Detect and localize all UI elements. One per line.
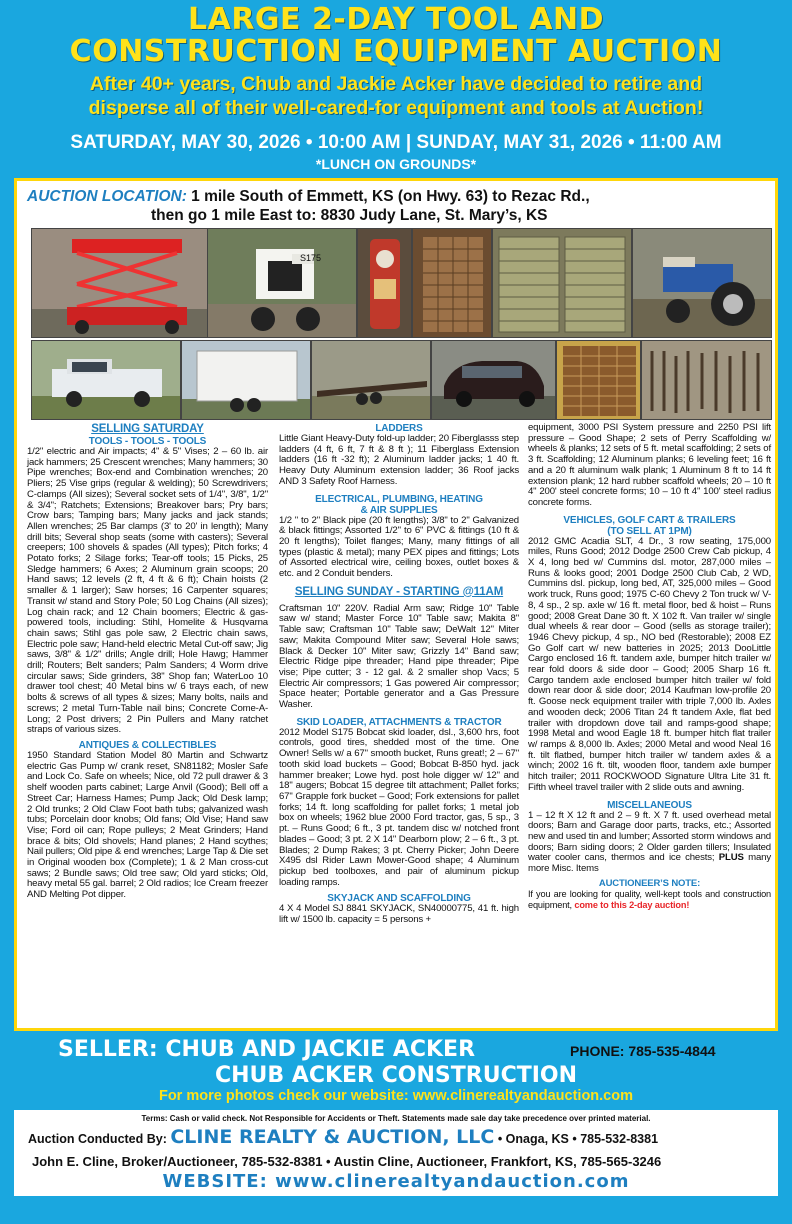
title-line-2: CONSTRUCTION EQUIPMENT AUCTION bbox=[69, 34, 723, 69]
auction-location bbox=[27, 187, 767, 225]
subtitle-line-2: disperse all of their well-cared-for equipment and tools at Auction! bbox=[88, 97, 704, 119]
sunday-list: Craftsman 10" 220V. Radial Arm saw; Ridge 10" Table saw w/ stand; Master Force 10" Table saw; Makita 8" Table saw; Craftsman 10" Table saw; DeWalt 12" Miter saw; Makita Compound Miter saw; Several Hole saws; Black & Decker 10" Miter saw; Grizzly 14" Band saw; Electric Ridge pipe threader; Hand pipe threader; Pipe vise; Pipe cutter; 3 - 12 gal. & 2 smaller shop Vacs; 5 Electric Air compressors; 1 Gas powered Air compressor; Space heater; Portable generator and a Gas Pressure Washer. bbox=[279, 602, 519, 711]
note-highlight: come to this 2-day auction! bbox=[574, 899, 690, 910]
pickup-image bbox=[32, 341, 181, 420]
scissor-lift-image bbox=[32, 229, 217, 338]
location-line-2: then go 1 mile East to: 8830 Judy Lane, St. Mary’s, KS bbox=[151, 207, 548, 224]
skid-loader-image bbox=[208, 229, 357, 338]
ladders-list: Little Giant Heavy-Duty fold-up ladder; 20 Fiberglasss step ladders (4 ft, 6 ft, 7 ft & 8 ft ); 11 Fiberglass Extension ladders (16 ft -32 ft); 2 Aluminum ladder jacks; 1 40 ft. Heavy Duty Aluminum extension ladder; 36 Roof jacks AND 3 Safety Roof Harness. bbox=[279, 433, 519, 487]
heading-auctioneer-note: AUCTIONEER’S NOTE: bbox=[598, 877, 701, 889]
heading-skyjack: SKYJACK AND SCAFFOLDING bbox=[327, 893, 471, 905]
listing-panel bbox=[14, 178, 778, 1031]
antiques-list: 1950 Standard Station Model 80 Martin and Schwartz electric Gas Pump w/ crank reset, SN81182; Mosler Safe and Lock Co. Safe on wheels; Nice, old 72 pull drawer & 3 shelf wooden parts cabinet; Large Anvil (Good); Bell off a Street Car; Harness Hames; Pump Jack; Old Desk lamp; 2 Old trunks; 2 Old Claw Foot bath tubs; galvanized wash tubs; Porcelain door knobs; Old fans; Old Vise; Hand saw Vise; Ford oil can; Rope pulleys; 2 Meat Grinders; Hand brace & bits; Old shovels; Hand planes; 2 Hand scythes; Nail pullers; Old pipe & end wrenches; Large Tap & Die set in Original wooden box (Complete); 1 & 2 Man cross-cut saws; 2 Bundle saws; Old tree saw; Old yard sticks; Old, heavy metal 55 gal. barrel; 2 Old radios; Ice Cream freezer AND Melting Pot dipper. bbox=[27, 749, 268, 901]
website-link[interactable]: WEBSITE: www.clinerealtyandauction.com bbox=[162, 1171, 630, 1192]
photo-gmc-acadia bbox=[431, 340, 556, 420]
heading-ladders: LADDERS bbox=[375, 423, 423, 434]
electrical-list: 1/2 " to 2" Black pipe (20 ft lengths); 3/8" to 2" Galvanized & black fittings; Assorted 1/2" to 6" PVC & fittings (10 ft & 20 ft lengths); Toilet flanges; Many, many fittings of all types (plastic & metal); many PEX pipes and fittings; Lots of Assorted electrical wire, ceiling boxes, outlet boxes & etc. and 2 Conduit benders. bbox=[279, 514, 519, 580]
header bbox=[0, 0, 792, 178]
heading-vehicles-2: (TO SELL AT 1PM) bbox=[607, 525, 692, 537]
photo-scissor-lift bbox=[31, 228, 217, 338]
photo-dodge-pickup bbox=[31, 340, 181, 420]
photo-hand-tools bbox=[641, 340, 772, 420]
heading-electrical-1: ELECTRICAL, PLUMBING, HEATING bbox=[315, 493, 483, 505]
photo-drawer-cabinet bbox=[556, 340, 641, 420]
location-label: AUCTION LOCATION: bbox=[27, 188, 187, 205]
note-text: If you are looking for quality, well-kept tools and construction equipment, bbox=[528, 889, 771, 910]
photo-blue-ford-tractor bbox=[632, 228, 772, 338]
misc-plus: PLUS bbox=[718, 852, 744, 864]
brokers: John E. Cline, Broker/Auctioneer, 785-532-8381 • Austin Cline, Auctioneer, Frankfort, KS, 785-565-3246 bbox=[32, 1154, 662, 1169]
seller-company: CHUB ACKER CONSTRUCTION bbox=[214, 1063, 578, 1088]
heading-skid-loader: SKID LOADER, ATTACHMENTS & TRACTOR bbox=[296, 716, 502, 728]
gas-pump-image bbox=[358, 229, 412, 338]
skyjack-list: 4 X 4 Model SJ 8841 SKYJACK, SN40000775, 41 ft. high lift w/ 1500 lb. capacity = 5 persons + bbox=[279, 903, 519, 926]
bolt-bins-image bbox=[493, 229, 632, 338]
conducted-label: Auction Conducted By: bbox=[28, 1132, 171, 1146]
suv-image bbox=[432, 341, 556, 420]
heading-selling-saturday: SELLING SATURDAY bbox=[91, 423, 204, 435]
vehicles-list: 2012 GMC Acadia SLT, 4 Dr., 3 row seating, 175,000 miles, Runs Good; 2012 Dodge 2500 Crew Cab pickup, 4 X 4, long bed w/ Cummins dsl. motor, 287,000 miles – Runs & looks good; 2001 Dodge 2500 Club Cab, 2 WD, Cummins dsl. pickup, long bed, AT, 325,000 miles – Good work truck, Runs good; 1975 C-60 Chevy 2 Ton truck w/ V-8, 4 sp., 2 sp. axle w/ 16 ft. metal floor, bed & hoist – Runs good; 2008 Great Dane 30 ft. X 102 ft. Van trailer w/ single dual wheels & rear door – Good (sells as storage trailer); 1946 Chevy pickup, 4 sp., NO bed (Restorable); 2008 EZ Go Golf cart w/ new batteries in 2025; 2013 DooLittle Cargo enclosed 16 ft. tandem axle, bumper hitch trailer w/ rear fold doors & side door – Good; 2005 Sharp 16 ft. Cargo tandem axle enclosed bumper hitch trailer w/ fold down rear door & side door; 2014 Kaufman low-profile 20 ft. Goose neck equipment trailer with triple 7,000 lb. Axles and wooden deck; 2006 Titan 24 ft tandem Axle, flat bed trailer with dropdown dove tail and ramps-good shape; 1998 Metal and wood Eagle 18 ft. bumper hitch flat trailer w/ ramps & 8,000 lb. Axles; 2000 Metal and wood Neal 16 ft. tilt flatbed, bumper hitch trailer w/ tandem axles & a winch; 2002 16 ft. tilt, wooden floor, tandem axle bumper hitch trailer; 2011 ROCKWOOD Signature Ultra Lite 31 ft. Fifth wheel travel trailer with 2 slide outs and awning. bbox=[528, 535, 771, 793]
auctioneer-note bbox=[528, 889, 771, 910]
skid-loader-list: 2012 Model S175 Bobcat skid loader, dsl., 3,600 hrs, foot controls, good tires, shedded most of the time. One Owner! Sells w/ a 67" smooth bucket, Runs great!; 2 – 67" tooth skid load buckets – Good; Bobcat B-850 hyd. jack hammer breaker; Lowe hyd. post hole digger w/ 12" and 18" augers; Bobcat 15 degree tilt attachment; Pallet forks; 67" Grapple fork bucket – Good; Fork extensions for pallet forks; 14 ft. long scaffolding for pallet forks; 1 metal job box on wheels; 1962 blue 2000 Ford tractor, gas, 5 sp., 3 pt. – Runs Good; 6 ft., 3 pt. tandem disc w/ notched front blades – Good; 3 pt. 2 X 14" Dearborn plow; 2 – 6 ft., 3 pt. Blades; 2 Dump Rakes; 3 pt. Cherry Picker; John Deere X495 dsl Rider Lawn Mower-Good shape; 4 Aluminum pickup bed toolboxes, and pair of aluminum pickup loading ramps. bbox=[279, 726, 519, 888]
company-brand: CLINE REALTY & AUCTION, LLC bbox=[170, 1126, 495, 1148]
photo-flatbed-trailer bbox=[311, 340, 431, 420]
heading-vehicles-1: VEHICLES, GOLF CART & TRAILERS bbox=[563, 514, 736, 526]
subtitle-line-1: After 40+ years, Chub and Jackie Acker have decided to retire and bbox=[89, 73, 703, 95]
photo-cargo-trailer bbox=[181, 340, 311, 420]
company-contact: • Onaga, KS • 785-532-8381 bbox=[494, 1132, 659, 1146]
antique-cabinet-image bbox=[413, 229, 492, 338]
seller-banner bbox=[14, 1032, 778, 1086]
lunch-note: *LUNCH ON GROUNDS* bbox=[315, 156, 477, 172]
flatbed-image bbox=[312, 341, 431, 420]
auction-dates: SATURDAY, MAY 30, 2026 • 10:00 AM | SUNDAY, MAY 31, 2026 • 11:00 AM bbox=[70, 132, 722, 153]
photo-bolt-bins bbox=[492, 228, 632, 338]
footer bbox=[14, 1110, 778, 1196]
heading-antiques: ANTIQUES & COLLECTIBLES bbox=[78, 739, 217, 751]
svg-text:S175: S175 bbox=[300, 253, 322, 263]
tractor-image bbox=[633, 229, 772, 338]
tools-list: 1/2" electric and Air impacts; 4" & 5" Vises; 2 – 60 lb. air jack hammers; 25 Crescent wrenches; Many hammers; 30 Pipe wrenches; Box-end and Combination wrenches; 20 Pliers; 25 Vise grips (regular & welding); 50 Screwdrivers; C-clamps (All sizes); Several socket sets of 1/4", 3/8", 1/2" & 3/4"; Ratchets; Extensions; Breakover bars; Pry bars; Crow bars; Tamping bars; Many jacks and jack stands; Allen wrenches; 25 Bar clamps (3' to 20' in length); Many drill bits; Several shop seats (some with casters); Several creepers; 100 shovels & spades (All types); Pitch forks; 4 Potato forks; 2 Silage forks; Tear-off tools; 15 Picks, 25 Sledge hammers; 6 Axes; 2 Aluminum grain scoops; 20 Hand saws; 12 levels (2 ft, 4 ft & 6 ft); Chain hoists (2 smaller & 1 larger); Saw horses; 16 Carpenter squares; Transit w/ stand and Story Pole; 50 Log Chains (All sizes); Log chain rack; and 12 Chain boomers; Electric & gas-powered tools, including: Stihl, Homelite & Husqvarna chain saws; Stihl gas pole saw, 2 Electric chain saws, Electric pole saw; Hand-held electric Metal Cut-off saw; Jig saws, 3/8" & 1/2" drills; Angle drill; Hole Hawg; Hammer drill; Routers; Belt sanders; Palm Sanders; 4 Worm drive circular saws; Side grinders, 38" Shop fan; WaterLoo 10 drawer tool chest; 40 Metal bins w/ 6 trays each, of new bolts & screws of all types & sizes; Many bolts, nails and screws; 2 metal Turn-Table nail bins; Concrete Come-A-Long; 2 Post drivers; 2 Pin Pullers and Many ratchet straps of various sizes. bbox=[27, 446, 268, 736]
location-line-1: 1 mile South of Emmett, KS (on Hwy. 63) to Rezac Rd., bbox=[186, 188, 590, 205]
photos-website-link[interactable]: For more photos check our website: www.clinerealtyandauction.com bbox=[158, 1088, 634, 1104]
seller-phone: PHONE: 785-535-4844 bbox=[570, 1043, 716, 1059]
misc-text: 1 – 12 ft X 12 ft and 2 – 9 ft. X 7 ft. used overhead metal doors; Barn and Garage door parts, tracks, etc.; Assorted new and used tin and lumber; Assorted storm windows and doors; Barn siding doors; 2 Older garden tillers; Insulated water cooler cans, thermos and ice chests; bbox=[528, 809, 771, 864]
heading-selling-sunday: SELLING SUNDAY - STARTING @11AM bbox=[294, 585, 504, 598]
photo-antique-cabinet bbox=[412, 228, 492, 338]
hand-tools-image bbox=[642, 341, 772, 420]
photo-skid-loader bbox=[207, 228, 357, 338]
seller-name: SELLER: CHUB AND JACKIE ACKER bbox=[58, 1037, 476, 1062]
drawer-cabinet-image bbox=[557, 341, 641, 420]
heading-electrical-2: & AIR SUPPLIES bbox=[360, 504, 438, 516]
terms: Terms: Cash or valid check. Not Responsible for Accidents or Theft. Statements made sale day take precedence over printed material. bbox=[141, 1114, 651, 1123]
skyjack-continued: equipment, 3000 PSI System pressure and 2250 PSI lift pressure – Good Shape; 2 sets of Perry Scaffolding w/ wheels & planks; 12 sets of 5 ft. metal scaffolding; 2 sets of 3 ft. Scaffolding; 12 Aluminum planks; 6 leveling feet; 16 ft and a 20 ft aluminum walk plank; 1 Aluminum 8 ft to 14 ft extension plank; 12 hard rubber scaffold wheels; 20 – 10 ft 4" 200' steel concrete forms; 10 – 10 ft 4" 100' steel radius concrete forms. bbox=[528, 422, 771, 508]
misc-end: many more Misc. Items bbox=[528, 852, 771, 875]
cargo-trailer-image bbox=[182, 341, 311, 420]
photo-gas-pump bbox=[357, 228, 412, 338]
heading-miscellaneous: MISCELLANEOUS bbox=[607, 799, 692, 811]
heading-tools: TOOLS - TOOLS - TOOLS bbox=[88, 436, 207, 447]
title-line-1: LARGE 2-DAY TOOL AND bbox=[188, 2, 604, 37]
misc-list bbox=[528, 811, 771, 875]
column-3 bbox=[528, 423, 771, 910]
conducted-by bbox=[28, 1126, 768, 1148]
column-2 bbox=[279, 423, 519, 926]
column-1 bbox=[27, 423, 268, 901]
